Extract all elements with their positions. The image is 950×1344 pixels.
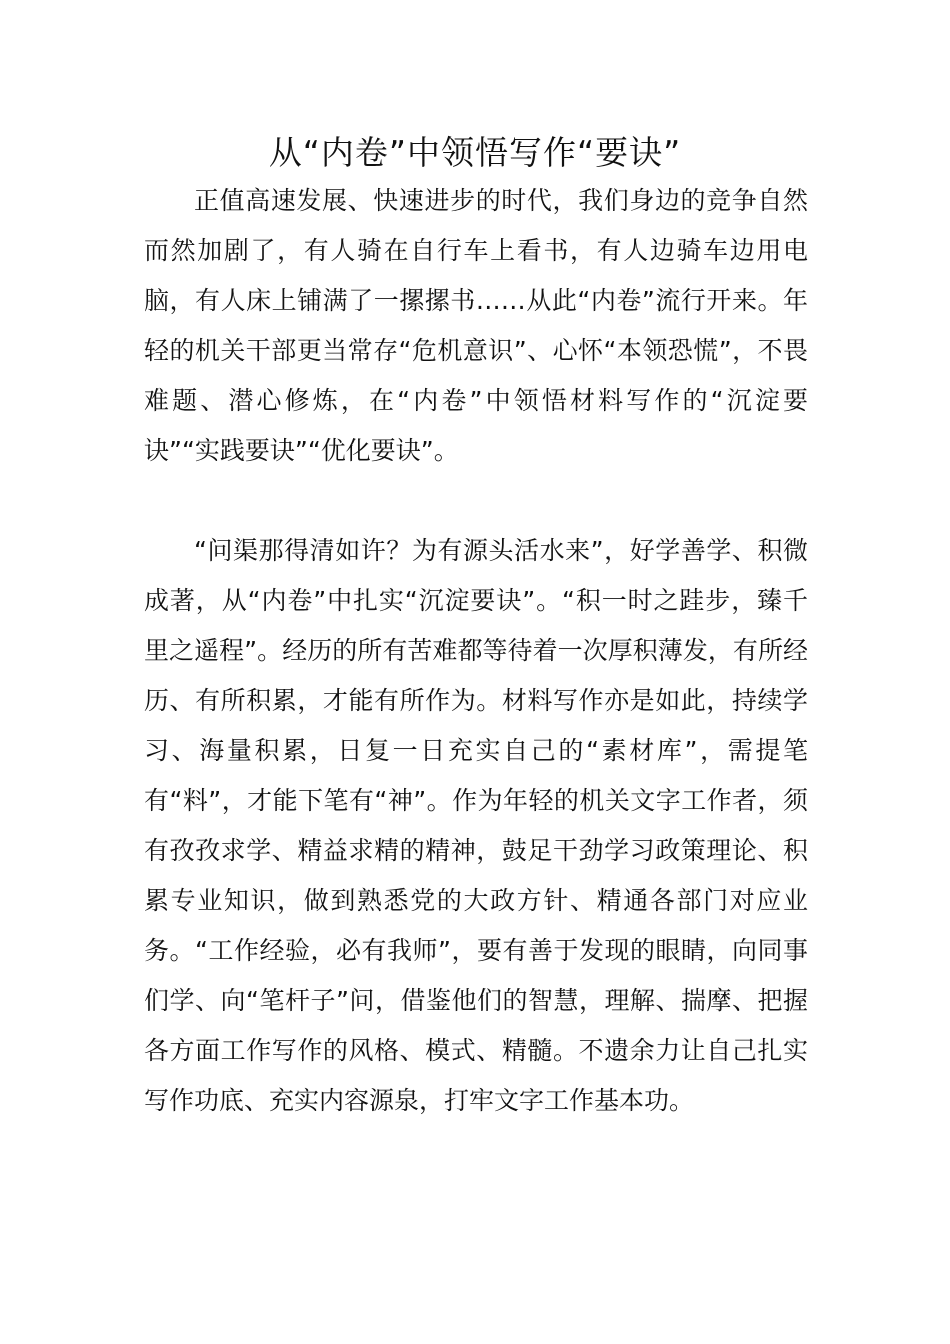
paragraph-accumulation: “问渠那得清如许？为有源头活水来”，好学善学、积微成著，从“内卷”中扎实“沉淀要诀”。“积一时之跬步，臻千里之遥程”。经历的所有苦难都等待着一次厚积薄发，有所经历、有所积累，才能有所作为。材料写作亦是如此，持续学习、海量积累，日复一日充实自己的“素材库”，需提笔有“料”，才能下笔有“神”。作为年轻的机关文字工作者，须有孜孜求学、精益求精的精神，鼓足干劲学习政策理论、积累专业知识，做到熟悉党的大政方针、精通各部门对应业务。“工作经验，必有我师”，要有善于发现的眼睛，向同事们学、向“笔杆子”问，借鉴他们的智慧，理解、揣摩、把握各方面工作写作的风格、模式、精髓。不遗余力让自己扎实写作功底、充实内容源泉，打牢文字工作基本功。 <box>144 536 808 1115</box>
paragraph-intro: 正值高速发展、快速进步的时代，我们身边的竞争自然而然加剧了，有人骑在自行车上看书，有人边骑车边用电脑，有人床上铺满了一摞摞书……从此“内卷”流行开来。年轻的机关干部更当常存“危机意识”、心怀“本领恐慌”，不畏难题、潜心修炼，在“内卷”中领悟材料写作的“沉淀要诀”“实践要诀”“优化要诀”。 <box>144 186 808 465</box>
document-title: 从“内卷”中领悟写作“要诀” <box>268 133 682 172</box>
